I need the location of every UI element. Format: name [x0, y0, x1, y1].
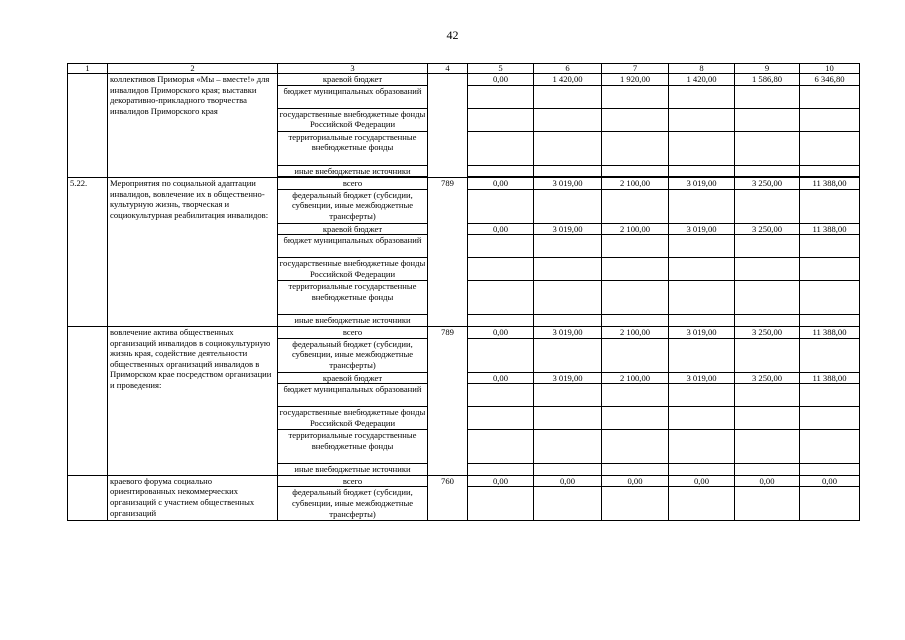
source-other: иные внебюджетные источники — [278, 165, 428, 177]
value-cell: 1 420,00 — [669, 74, 735, 86]
value-cell: 3 250,00 — [735, 372, 800, 384]
source-other: иные внебюджетные источники — [278, 315, 428, 327]
value-cell: 2 100,00 — [602, 326, 669, 338]
col-header: 6 — [534, 64, 602, 74]
source-municipal: бюджет муниципальных образований — [278, 85, 428, 108]
value-cell: 1 420,00 — [534, 74, 602, 86]
source-federal: федеральный бюджет (субсидии, субвенции, иные межбюджетные трансферты) — [278, 189, 428, 223]
value-cell: 0,00 — [468, 372, 534, 384]
source-total: всего — [278, 475, 428, 487]
source-regional: краевой бюджет — [278, 372, 428, 384]
col-header: 10 — [800, 64, 860, 74]
value-cell: 11 388,00 — [800, 223, 860, 235]
value-cell: 1 586,80 — [735, 74, 800, 86]
budget-code: 760 — [428, 475, 468, 521]
item-number: 5.22. — [68, 178, 108, 327]
value-cell: 0,00 — [735, 475, 800, 487]
value-cell: 3 019,00 — [669, 372, 735, 384]
value-cell: 0,00 — [669, 475, 735, 487]
value-cell: 1 920,00 — [602, 74, 669, 86]
source-total: всего — [278, 326, 428, 338]
header-row — [68, 64, 860, 74]
value-cell: 3 019,00 — [669, 326, 735, 338]
source-other: иные внебюджетные источники — [278, 464, 428, 476]
value-cell: 0,00 — [468, 475, 534, 487]
table-row — [68, 74, 860, 86]
source-federal: федеральный бюджет (субсидии, субвенции, иные межбюджетные трансферты) — [278, 338, 428, 372]
value-cell: 2 100,00 — [602, 223, 669, 235]
value-cell: 2 100,00 — [602, 178, 669, 190]
value-cell: 0,00 — [468, 74, 534, 86]
table-row — [68, 475, 860, 487]
value-cell: 3 250,00 — [735, 223, 800, 235]
col-header: 4 — [428, 64, 468, 74]
page-number: 42 — [446, 28, 459, 42]
source-territorial-funds: территориальные государственные внебюджетные фонды — [278, 131, 428, 165]
budget-code: 789 — [428, 178, 468, 327]
source-total: всего — [278, 178, 428, 190]
funding-table — [67, 63, 860, 521]
source-regional: краевой бюджет — [278, 223, 428, 235]
source-federal: федеральный бюджет (субсидии, субвенции, иные межбюджетные трансферты) — [278, 487, 428, 521]
item-description: Мероприятия по социальной адаптации инвалидов, вовлечение их в общественно-культурную жизнь, творческая и социокультурная реабилитация инвалидов: — [108, 178, 278, 327]
source-state-funds: государственные внебюджетные фонды Российской Федерации — [278, 108, 428, 131]
value-cell: 0,00 — [468, 178, 534, 190]
value-cell: 2 100,00 — [602, 372, 669, 384]
table-row — [68, 178, 860, 190]
value-cell: 3 019,00 — [534, 326, 602, 338]
source-municipal: бюджет муниципальных образований — [278, 384, 428, 407]
col-header: 5 — [468, 64, 534, 74]
item-description: вовлечение актива общественных организаций инвалидов в социокультурную жизнь края, содействие деятельности общественных организаций инвалидов в Приморском крае посредством организации и проведения: — [108, 326, 278, 475]
col-header: 7 — [602, 64, 669, 74]
value-cell: 3 019,00 — [669, 223, 735, 235]
value-cell: 3 019,00 — [534, 372, 602, 384]
source-territorial-funds: территориальные государственные внебюджетные фонды — [278, 430, 428, 464]
value-cell: 3 250,00 — [735, 326, 800, 338]
value-cell: 3 019,00 — [534, 223, 602, 235]
col-header: 2 — [108, 64, 278, 74]
budget-code — [428, 74, 468, 178]
value-cell: 3 250,00 — [735, 178, 800, 190]
item-number — [68, 74, 108, 178]
budget-code: 789 — [428, 326, 468, 475]
item-description: краевого форума социально ориентированных некоммерческих организаций с участием общественных организаций — [108, 475, 278, 521]
value-cell: 11 388,00 — [800, 178, 860, 190]
value-cell: 0,00 — [800, 475, 860, 487]
value-cell: 3 019,00 — [669, 178, 735, 190]
item-description: коллективов Приморья «Мы – вместе!» для инвалидов Приморского края; выставки декоративно-прикладного творчества инвалидов Приморского края — [108, 74, 278, 178]
value-cell: 11 388,00 — [800, 326, 860, 338]
source-territorial-funds: территориальные государственные внебюджетные фонды — [278, 281, 428, 315]
value-cell: 6 346,80 — [800, 74, 860, 86]
col-header: 8 — [669, 64, 735, 74]
value-cell: 0,00 — [602, 475, 669, 487]
table-row — [68, 326, 860, 338]
source-state-funds: государственные внебюджетные фонды Российской Федерации — [278, 407, 428, 430]
col-header: 9 — [735, 64, 800, 74]
value-cell: 3 019,00 — [534, 178, 602, 190]
source-regional: краевой бюджет — [278, 74, 428, 86]
col-header: 3 — [278, 64, 428, 74]
value-cell: 0,00 — [534, 475, 602, 487]
value-cell: 0,00 — [468, 326, 534, 338]
col-header: 1 — [68, 64, 108, 74]
item-number — [68, 475, 108, 521]
value-cell: 0,00 — [468, 223, 534, 235]
source-state-funds: государственные внебюджетные фонды Российской Федерации — [278, 258, 428, 281]
value-cell: 11 388,00 — [800, 372, 860, 384]
item-number — [68, 326, 108, 475]
source-municipal: бюджет муниципальных образований — [278, 235, 428, 258]
